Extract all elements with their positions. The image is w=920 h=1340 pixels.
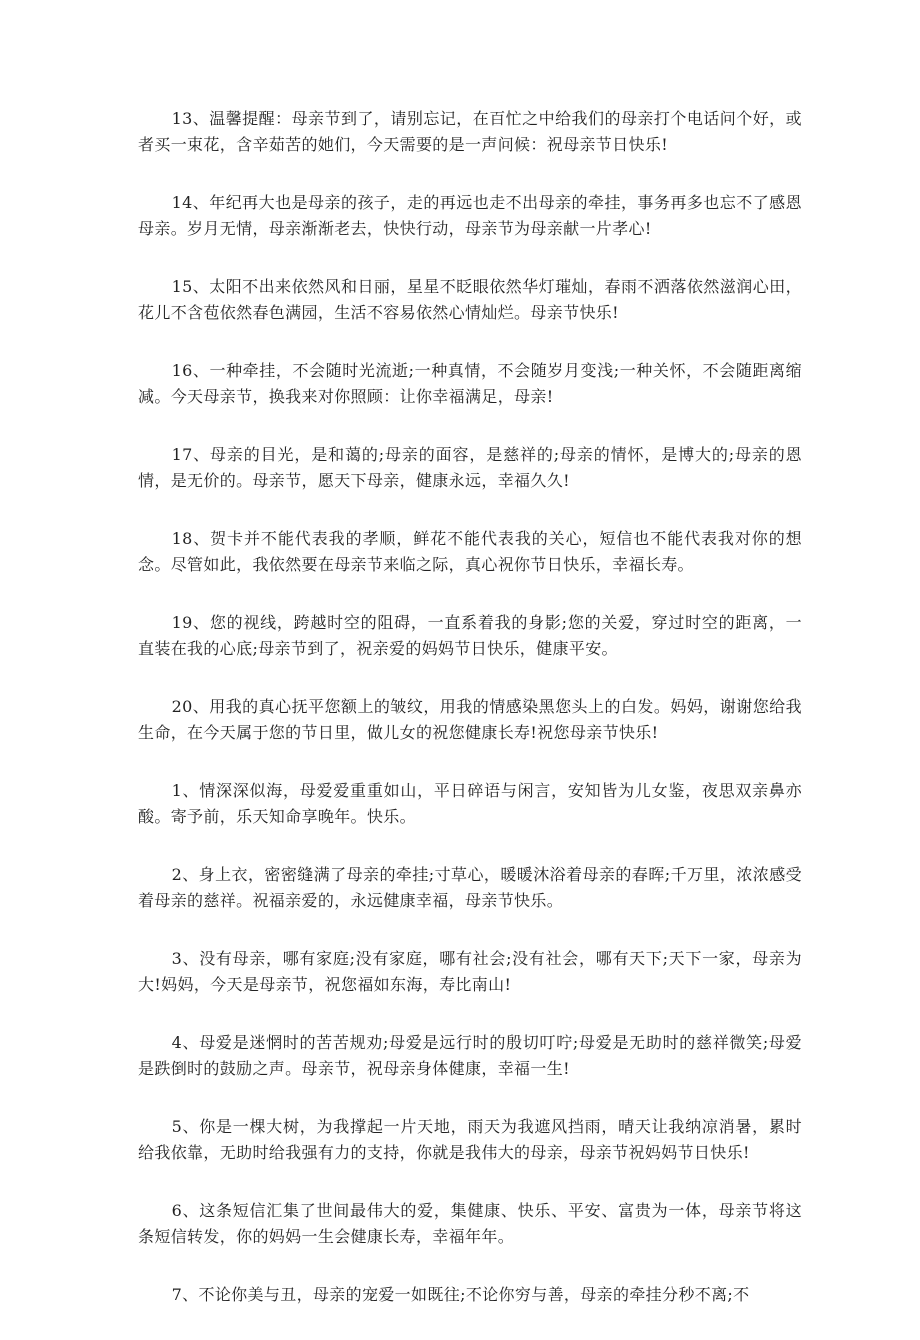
paragraph-5: 5、你是一棵大树，为我撑起一片天地，雨天为我遮风挡雨，晴天让我纳凉消暑，累时给我依靠，无助时给我强有力的支持，你就是我伟大的母亲，母亲节祝妈妈节日快乐! (138, 1117, 802, 1162)
paragraph-7: 7、不论你美与丑，母亲的宠爱一如既往;不论你穷与善，母亲的牵挂分秒不离;不 (171, 1285, 750, 1304)
paragraph-14: 14、年纪再大也是母亲的孩子，走的再远也走不出母亲的牵挂，事务再多也忘不了感恩母亲。岁月无情，母亲渐渐老去，快快行动，母亲节为母亲献一片孝心! (138, 193, 802, 238)
paragraph-2: 2、身上衣，密密缝满了母亲的牵挂;寸草心，暖暖沐浴着母亲的春晖;千万里，浓浓感受着母亲的慈祥。祝福亲爱的，永远健康幸福，母亲节快乐。 (138, 865, 802, 910)
document-body (138, 106, 802, 1340)
paragraph-3: 3、没有母亲，哪有家庭;没有家庭，哪有社会;没有社会，哪有天下;天下一家，母亲为大!妈妈，今天是母亲节，祝您福如东海，寿比南山! (138, 949, 802, 994)
paragraph-4: 4、母爱是迷惘时的苦苦规劝;母爱是远行时的殷切叮咛;母爱是无助时的慈祥微笑;母爱是跌倒时的鼓励之声。母亲节，祝母亲身体健康，幸福一生! (138, 1033, 802, 1078)
paragraph-15: 15、太阳不出来依然风和日丽，星星不眨眼依然华灯璀灿，春雨不洒落依然滋润心田，花儿不含苞依然春色满园，生活不容易依然心情灿烂。母亲节快乐! (138, 277, 802, 322)
paragraph-13: 13、温馨提醒：母亲节到了，请别忘记，在百忙之中给我们的母亲打个电话问个好，或者买一束花，含辛茹苦的她们，今天需要的是一声问候：祝母亲节日快乐! (138, 109, 802, 154)
paragraph-17: 17、母亲的目光，是和蔼的;母亲的面容，是慈祥的;母亲的情怀，是博大的;母亲的恩情，是无价的。母亲节，愿天下母亲，健康永远，幸福久久! (138, 445, 802, 490)
paragraph-20: 20、用我的真心抚平您额上的皱纹，用我的情感染黑您头上的白发。妈妈，谢谢您给我生命，在今天属于您的节日里，做儿女的祝您健康长寿!祝您母亲节快乐! (138, 697, 802, 742)
paragraph-19: 19、您的视线，跨越时空的阻碍，一直系着我的身影;您的关爱，穿过时空的距离，一直装在我的心底;母亲节到了，祝亲爱的妈妈节日快乐，健康平安。 (138, 613, 802, 658)
paragraph-1: 1、情深深似海，母爱爱重重如山，平日碎语与闲言，安知皆为儿女鉴，夜思双亲鼻亦酸。寄予前，乐天知命享晚年。快乐。 (138, 781, 802, 826)
paragraph-6: 6、这条短信汇集了世间最伟大的爱，集健康、快乐、平安、富贵为一体，母亲节将这条短信转发，你的妈妈一生会健康长寿，幸福年年。 (138, 1201, 802, 1246)
paragraph-16: 16、一种牵挂，不会随时光流逝;一种真情，不会随岁月变浅;一种关怀，不会随距离缩减。今天母亲节，换我来对你照顾：让你幸福满足，母亲! (138, 361, 802, 406)
paragraph-18: 18、贺卡并不能代表我的孝顺，鲜花不能代表我的关心，短信也不能代表我对你的想念。尽管如此，我依然要在母亲节来临之际，真心祝你节日快乐，幸福长寿。 (138, 529, 802, 574)
